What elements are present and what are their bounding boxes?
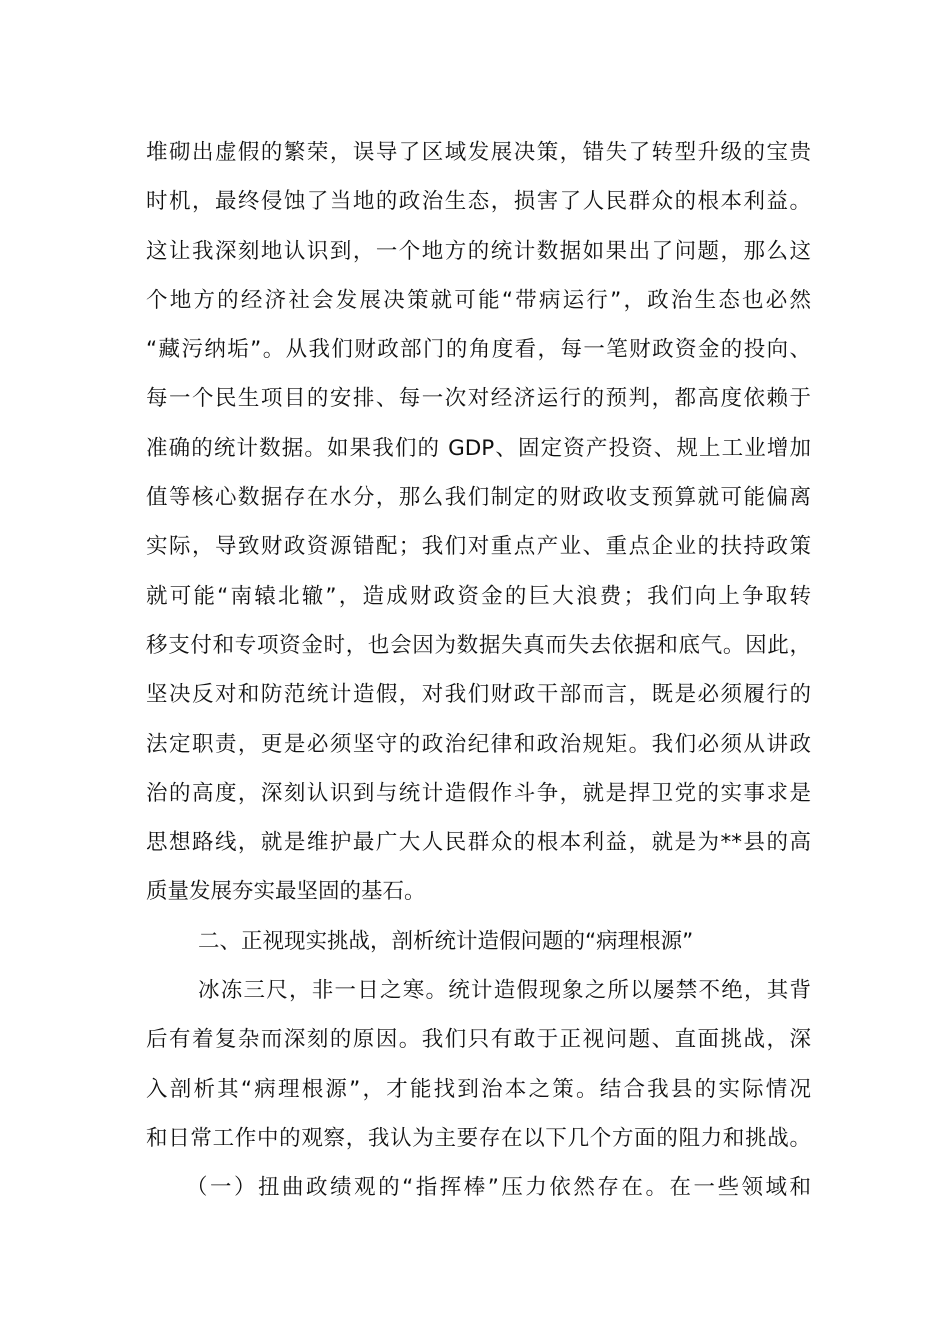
text-line: 准确的统计数据。如果我们的 GDP、固定资产投资、规上工业增加	[146, 435, 811, 461]
text-line: 治的高度，深刻认识到与统计造假作斗争，就是捍卫党的实事求是	[146, 780, 811, 806]
document-body	[146, 128, 811, 1213]
text-line: 个地方的经济社会发展决策就可能“带病运行”，政治生态也必然	[146, 287, 811, 313]
text-line: 时机，最终侵蚀了当地的政治生态，损害了人民群众的根本利益。	[146, 189, 811, 215]
text-line: 值等核心数据存在水分，那么我们制定的财政收支预算就可能偏离	[146, 485, 811, 511]
text-line: 后有着复杂而深刻的原因。我们只有敢于正视问题、直面挑战，深	[146, 1027, 811, 1053]
text-line: 法定职责，更是必须坚守的政治纪律和政治规矩。我们必须从讲政	[146, 731, 811, 757]
text-line: 冰冻三尺，非一日之寒。统计造假现象之所以屡禁不绝，其背	[198, 978, 811, 1004]
text-line: 堆砌出虚假的繁荣，误导了区域发展决策，错失了转型升级的宝贵	[146, 140, 811, 165]
paragraph-2	[146, 966, 811, 1163]
paragraph-1	[146, 128, 811, 917]
text-line: 质量发展夯实最坚固的基石。	[146, 879, 426, 905]
subheading-line: （一）扭曲政绩观的“指挥棒”压力依然存在。在一些领域和	[186, 1175, 811, 1201]
text-line: 和日常工作中的观察，我认为主要存在以下几个方面的阻力和挑战。	[146, 1125, 811, 1151]
text-line: 这让我深刻地认识到，一个地方的统计数据如果出了问题，那么这	[146, 238, 811, 264]
text-line: 移支付和专项资金时，也会因为数据失真而失去依据和底气。因此，	[146, 632, 811, 658]
text-line: 每一个民生项目的安排、每一次对经济运行的预判，都高度依赖于	[146, 386, 811, 412]
text-line: 实际，导致财政资源错配；我们对重点产业、重点企业的扶持政策	[146, 534, 811, 560]
text-line: 入剖析其“病理根源”，才能找到治本之策。结合我县的实际情况	[146, 1076, 811, 1102]
text-line: 就可能“南辕北辙”，造成财政资金的巨大浪费；我们向上争取转	[146, 583, 811, 609]
text-line: 坚决反对和防范统计造假，对我们财政干部而言，既是必须履行的	[146, 682, 811, 708]
section-heading: 二、正视现实挑战，剖析统计造假问题的“病理根源”	[198, 928, 694, 954]
text-line: “藏污纳垢”。从我们财政部门的角度看，每一笔财政资金的投向、	[146, 337, 811, 363]
text-line: 思想路线，就是维护最广大人民群众的根本利益，就是为**县的高	[146, 830, 811, 856]
